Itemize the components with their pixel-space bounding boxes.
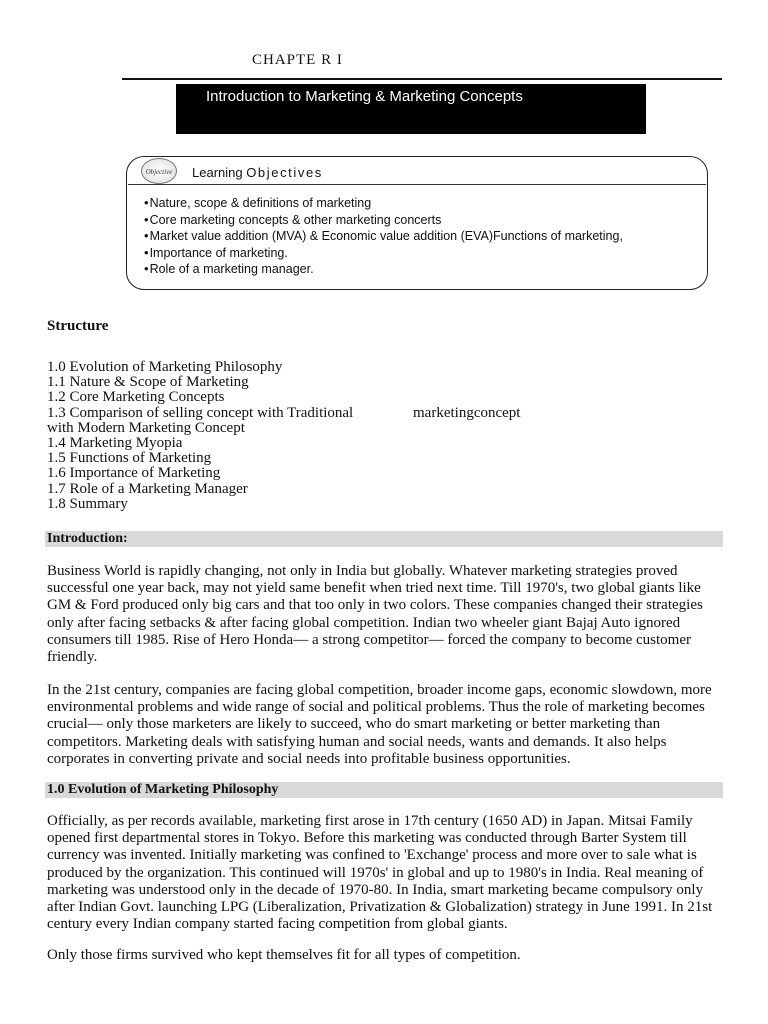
- evolution-heading: 1.0 Evolution of Marketing Philosophy: [45, 782, 723, 798]
- objectives-list: [144, 195, 623, 278]
- evolution-paragraph-1: Officially, as per records available, marketing first arose in 17th century (1650 AD) in Japan. Mitsai Family opened first departmental stores in Tokyo. Before this marketing was conducted through Barter System till currency was invented. Initially marketing was confined to 'Exchange' process and more over to sale what is produced by the organization. This continued will 1970s' in global and up to 1980's in India. Real meaning of marketing was understood only in the decade of 1970-80. In India, smart marketing became compulsory only after Indian Govt. launching LPG (Liberalization, Privatization & Globalization) strategy in June 1991. In 21st century every Indian company started facing competition from global giants.: [47, 813, 713, 933]
- objective-icon: Objective: [141, 158, 177, 184]
- chapter-title: Introduction to Marketing & Marketing Concepts: [176, 84, 646, 134]
- structure-item: [47, 406, 567, 421]
- structure-list: [47, 360, 567, 512]
- structure-item: 1.7 Role of a Marketing Manager: [47, 480, 248, 497]
- structure-item: 1.0 Evolution of Marketing Philosophy: [47, 359, 283, 375]
- structure-item: 1.1 Nature & Scope of Marketing: [47, 374, 249, 391]
- header-rule: [122, 78, 722, 80]
- objective-item: • Role of a marketing manager.: [144, 261, 623, 278]
- objective-item: • Importance of marketing.: [144, 245, 623, 262]
- chapter-label: CHAPTE R I: [252, 52, 343, 68]
- objectives-divider: [128, 184, 706, 185]
- introduction-paragraph-1: Business World is rapidly changing, not only in India but globally. Whatever marketing strategies proved successful one year back, may not yield same benefit when tried next time. Till 1970's, two global giants like GM & Ford produced only big cars and that too only in two colors. These companies changed their strategies only after facing setbacks & after facing global competition. Indian two wheeler giant Bajaj Auto ignored consumers till 1985. Rise of Hero Honda— a strong competitor— forced the company to become customer friendly.: [47, 563, 703, 666]
- structure-heading: Structure: [47, 318, 109, 334]
- structure-item: 1.5 Functions of Marketing: [47, 450, 212, 467]
- objectives-title-word: Objectives: [246, 165, 323, 180]
- objective-item: • Core marketing concepts & other marketing concerts: [144, 212, 623, 229]
- objectives-title-prefix: Learning: [192, 165, 247, 180]
- introduction-paragraph-2: In the 21st century, companies are facing global competition, broader income gaps, economic slowdown, more environmental problems and wide range of social and political problems. Thus the role of marketing becomes crucial— only those marketers are likely to succeed, who do smart marketing or better marketing than competitors. Marketing deals with satisfying human and social needs, wants and demands. It also helps corporates in converting private and social needs into profitable business opportunities.: [47, 682, 712, 767]
- structure-item: with Modern Marketing Concept: [47, 419, 245, 436]
- structure-item-tail: marketingconcept: [413, 404, 521, 421]
- structure-item: 1.2 Core Marketing Concepts: [47, 389, 225, 406]
- evolution-paragraph-2: Only those firms survived who kept themselves fit for all types of competition.: [47, 947, 521, 963]
- structure-item: 1.6 Importance of Marketing: [47, 465, 221, 482]
- objective-item: • Market value addition (MVA) & Economic value addition (EVA)Functions of marketing,: [144, 228, 623, 245]
- structure-item: 1.4 Marketing Myopia: [47, 435, 183, 452]
- structure-item-text: 1.3 Comparison of selling concept with Traditional: [47, 404, 354, 421]
- structure-item: 1.8 Summary: [47, 495, 128, 512]
- objective-item: • Nature, scope & definitions of marketing: [144, 195, 623, 212]
- introduction-heading: Introduction:: [45, 531, 723, 547]
- objectives-title: [192, 165, 323, 180]
